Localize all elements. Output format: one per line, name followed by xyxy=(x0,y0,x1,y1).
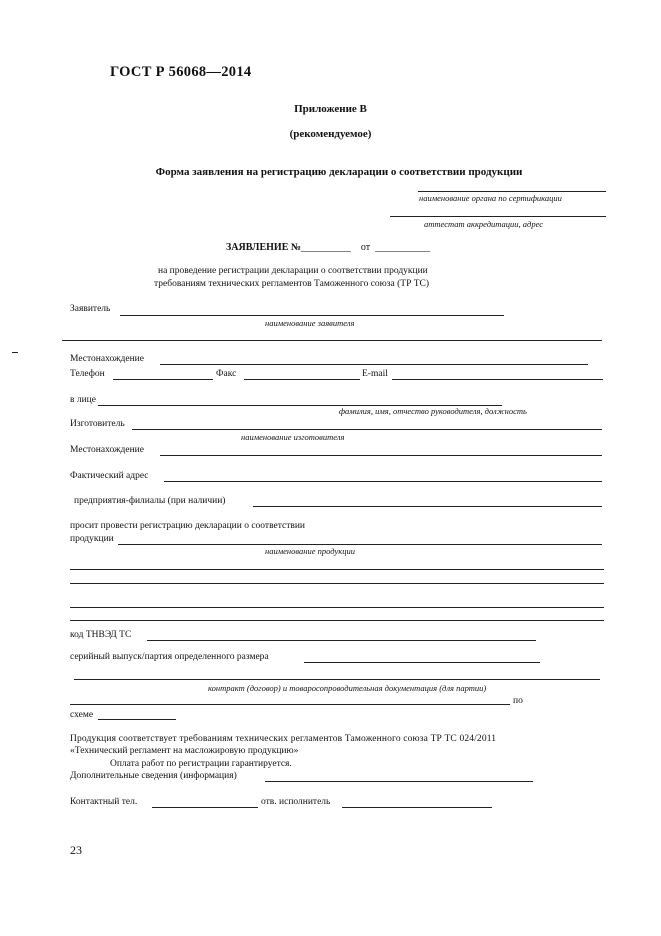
executor-label: отв. исполнитель xyxy=(261,797,331,807)
contract-caption: контракт (договор) и товаросопроводительная документация (для партии) xyxy=(208,683,487,693)
applicant-line[interactable] xyxy=(120,315,504,316)
scheme-line[interactable] xyxy=(98,719,176,720)
actual-address-label: Фактический адрес xyxy=(70,471,149,481)
request-line-1: просит провести регистрацию декларации о соответствии xyxy=(70,521,305,531)
product-caption: наименование продукции xyxy=(265,546,355,556)
serial-line[interactable] xyxy=(304,662,540,663)
margin-mark xyxy=(12,352,18,353)
request-line-2: продукции xyxy=(70,534,114,544)
statement-line-1: на проведение регистрации декларации о соответствии продукции xyxy=(158,266,428,276)
compliance-line-2: «Технический регламент на масложировую продукцию» xyxy=(70,746,299,756)
product-line[interactable] xyxy=(118,544,602,545)
applicant-extra-line[interactable] xyxy=(62,340,602,341)
additional-label: Дополнительные сведения (информация) xyxy=(70,771,237,781)
branches-label: предприятия-филиалы (при наличии) xyxy=(74,496,226,506)
applicant-label: Заявитель xyxy=(70,304,111,314)
product-line-4[interactable] xyxy=(70,607,604,608)
recipient-caption-2: аттестат аккредитации, адрес xyxy=(424,219,544,229)
appendix-subtitle: (рекомендуемое) xyxy=(289,128,372,140)
location-label: Местонахождение xyxy=(70,354,144,364)
statement-heading xyxy=(226,242,430,253)
tnved-line[interactable] xyxy=(147,640,536,641)
appendix-title: Приложение В xyxy=(294,103,367,115)
payment-text: Оплата работ по регистрации гарантируется. xyxy=(110,759,292,769)
statement-label: ЗАЯВЛЕНИЕ № xyxy=(226,242,301,253)
person-caption: фамилия, имя, отчество руководителя, должность xyxy=(339,406,527,416)
manufacturer-caption: наименование изготовителя xyxy=(241,432,345,442)
statement-date-blank[interactable]: ___________ xyxy=(375,242,431,253)
form-title: Форма заявления на регистрацию декларации о соответствии продукции xyxy=(155,166,523,178)
gost-header: ГОСТ Р 56068—2014 xyxy=(110,64,252,80)
recipient-line-1[interactable] xyxy=(418,191,606,192)
tnved-label: код ТНВЭД ТС xyxy=(70,630,132,640)
fax-line[interactable] xyxy=(244,379,360,380)
po-line[interactable] xyxy=(70,704,510,705)
contact-phone-label: Контактный тел. xyxy=(70,797,138,807)
email-label: E-mail xyxy=(362,369,388,379)
po-label: по xyxy=(513,696,523,706)
statement-from: от xyxy=(360,242,371,253)
statement-line-2: требованиям технических регламентов Таможенного союза (ТР ТС) xyxy=(154,279,430,289)
product-line-2[interactable] xyxy=(70,569,604,570)
statement-number-blank[interactable]: __________ xyxy=(300,242,351,253)
serial-label: серийный выпуск/партия определенного размера xyxy=(70,652,269,662)
page-number: 23 xyxy=(70,843,82,857)
person-label: в лице xyxy=(70,395,96,405)
recipient-caption-1: наименование органа по сертификации xyxy=(419,193,562,203)
location-line[interactable] xyxy=(160,364,588,365)
contact-phone-line[interactable] xyxy=(152,807,258,808)
phone-line[interactable] xyxy=(113,379,213,380)
applicant-caption: наименование заявителя xyxy=(265,318,355,328)
manufacturer-line[interactable] xyxy=(132,429,602,430)
fax-label: Факс xyxy=(216,369,237,379)
phone-label: Телефон xyxy=(70,369,105,379)
actual-address-line[interactable] xyxy=(164,481,602,482)
branches-line[interactable] xyxy=(253,506,602,507)
additional-line[interactable] xyxy=(265,781,533,782)
compliance-line-1: Продукция соответствует требованиям технических регламентов Таможенного союза ТР ТС 024/2011 xyxy=(70,734,497,744)
contract-line[interactable] xyxy=(74,679,600,680)
recipient-line-2[interactable] xyxy=(390,216,606,217)
location2-label: Местонахождение xyxy=(70,445,144,455)
product-line-5[interactable] xyxy=(70,620,604,621)
email-line[interactable] xyxy=(392,379,603,380)
location2-line[interactable] xyxy=(160,455,602,456)
manufacturer-label: Изготовитель xyxy=(70,419,125,429)
product-line-3[interactable] xyxy=(70,583,604,584)
executor-line[interactable] xyxy=(342,807,492,808)
scheme-label: схеме xyxy=(70,710,94,720)
